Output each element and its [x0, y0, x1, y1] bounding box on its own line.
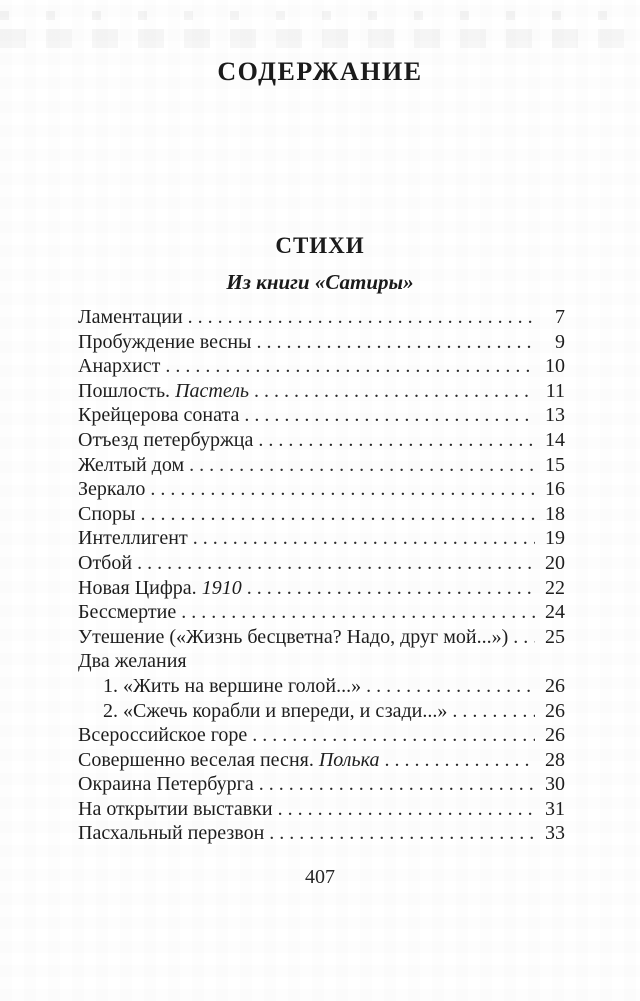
toc-entry-page: 22	[545, 576, 565, 599]
toc-dot-leader	[181, 600, 535, 625]
toc-entry-title	[78, 649, 187, 674]
scan-artifact-band-top	[0, 11, 640, 20]
toc-entry-page: 14	[545, 428, 565, 451]
toc-entry-title-text: Пошлость.	[78, 379, 176, 402]
toc-entry-page: 13	[545, 404, 565, 427]
toc-entry-page: 11	[545, 379, 565, 402]
toc-entry-title	[103, 674, 361, 699]
toc-list	[78, 305, 565, 846]
toc-entry	[78, 403, 565, 428]
toc-entry-title-text: Споры	[78, 502, 136, 525]
toc-entry-page: 15	[545, 453, 565, 476]
toc-entry-title	[78, 625, 508, 650]
toc-entry	[78, 748, 565, 773]
toc-dot-leader	[256, 330, 535, 355]
toc-entry-title	[78, 330, 251, 355]
toc-entry-title-text: Интеллигент	[78, 527, 188, 550]
toc-entry-page: 26	[545, 724, 565, 747]
toc-entry-page: 9	[555, 330, 565, 353]
toc-entry-title-text: Ламентации	[78, 306, 183, 328]
toc-entry-title	[78, 797, 273, 822]
toc-entry-title	[103, 699, 447, 724]
toc-entry-title-text: Бессмертие	[78, 601, 177, 624]
toc-entry-page: 18	[545, 502, 565, 525]
toc-dot-leader	[140, 502, 535, 527]
toc-entry-title	[78, 748, 379, 773]
toc-entry	[78, 797, 565, 822]
toc-dot-leader	[137, 551, 535, 576]
toc-entry-title	[78, 379, 249, 404]
toc-entry-title	[78, 403, 239, 428]
toc-entry-title	[78, 821, 264, 846]
toc-entry	[78, 674, 565, 699]
toc-entry-title-text: Желтый дом	[78, 453, 185, 476]
toc-entry-title-text: Окраина Петербурга	[78, 773, 254, 796]
toc-entry	[78, 354, 565, 379]
toc-dot-leader	[269, 821, 535, 846]
toc-dot-leader	[384, 748, 535, 773]
footer-page-number: 407	[305, 866, 335, 889]
toc-entry	[78, 526, 565, 551]
toc-entry-title-text: Два желания	[78, 650, 187, 673]
toc-entry-page: 16	[545, 478, 565, 501]
toc-dot-leader	[165, 354, 535, 379]
toc-entry-page: 31	[545, 797, 565, 820]
toc-entry-page: 10	[545, 355, 565, 378]
toc-dot-leader	[254, 379, 535, 404]
toc-entry-page: 26	[545, 699, 565, 722]
toc-entry-title-text: На открытии выставки	[78, 797, 273, 820]
toc-entry-title-italic: 1910	[201, 576, 242, 599]
toc-entry-title	[78, 772, 254, 797]
toc-entry-page: 25	[545, 625, 565, 648]
toc-dot-leader	[247, 576, 535, 601]
toc-entry	[78, 551, 565, 576]
toc-entry-title	[78, 305, 183, 330]
toc-entry-page: 28	[545, 748, 565, 771]
toc-entry-title-text: Крейцерова соната	[78, 404, 240, 427]
toc-entry	[78, 723, 565, 748]
toc-dot-leader	[513, 625, 535, 650]
toc-dot-leader	[258, 428, 535, 453]
toc-entry	[78, 699, 565, 724]
toc-dot-leader	[366, 674, 535, 699]
toc-entry-title	[78, 576, 242, 601]
toc-entry-page: 7	[555, 306, 565, 328]
toc-dot-leader	[193, 526, 535, 551]
toc-entry-title	[78, 502, 135, 527]
toc-entry-title	[78, 354, 160, 379]
toc-entry-title-text: 1. «Жить на вершине голой...»	[103, 674, 362, 697]
toc-entry-title-text: Всероссийское горе	[78, 724, 248, 747]
toc-dot-leader	[150, 477, 535, 502]
toc-entry	[78, 821, 565, 846]
toc-entry	[78, 625, 565, 650]
toc-dot-leader	[278, 797, 535, 822]
toc-entry	[78, 379, 565, 404]
toc-entry-title-text: 2. «Сжечь корабли и впереди, и сзади...»	[103, 699, 448, 722]
toc-entry-title-text: Пробуждение весны	[78, 330, 252, 353]
toc-entry	[78, 649, 565, 674]
page-title: СОДЕРЖАНИЕ	[217, 57, 423, 86]
scan-artifact-band-bottom	[0, 29, 640, 48]
toc-entry-title	[78, 428, 253, 453]
toc-entry	[78, 576, 565, 601]
toc-dot-leader	[452, 699, 535, 724]
toc-entry	[78, 305, 565, 330]
toc-entry	[78, 772, 565, 797]
toc-entry-title-italic: Полька	[318, 748, 380, 771]
toc-entry-title-italic: Пастель	[175, 379, 250, 402]
toc-entry-title-text: Отбой	[78, 551, 133, 574]
toc-entry-title	[78, 526, 188, 551]
toc-entry-page: 26	[545, 674, 565, 697]
toc-dot-leader	[259, 772, 535, 797]
toc-entry-title	[78, 477, 145, 502]
section-heading: СТИХИ	[275, 233, 365, 258]
toc-dot-leader	[244, 403, 535, 428]
toc-entry	[78, 453, 565, 478]
toc-entry-title	[78, 600, 176, 625]
toc-entry-title-text: Зеркало	[78, 478, 146, 501]
toc-entry-page: 24	[545, 601, 565, 624]
toc-entry	[78, 600, 565, 625]
toc-entry-page: 19	[545, 527, 565, 550]
toc-entry-title-text: Утешение («Жизнь бесцветна? Надо, друг мой...»)	[78, 625, 509, 648]
subsection-heading: Из книги «Сатиры»	[226, 270, 414, 294]
toc-entry	[78, 477, 565, 502]
toc-dot-leader	[188, 305, 535, 330]
toc-entry	[78, 330, 565, 355]
toc-entry-title-text: Совершенно веселая песня.	[78, 748, 319, 771]
toc-entry-page: 20	[545, 551, 565, 574]
toc-entry-title	[78, 453, 184, 478]
toc-entry-title-text: Анархист	[78, 355, 161, 378]
toc-dot-leader	[189, 453, 535, 478]
toc-entry-title	[78, 723, 247, 748]
toc-entry-title	[78, 551, 132, 576]
toc-dot-leader	[252, 723, 535, 748]
toc-entry-page: 33	[545, 822, 565, 845]
toc-entry-title-text: Пасхальный перезвон	[78, 822, 265, 845]
toc-entry	[78, 428, 565, 453]
toc-entry-title-text: Новая Цифра.	[78, 576, 202, 599]
toc-entry-page: 30	[545, 773, 565, 796]
toc-entry	[78, 502, 565, 527]
toc-entry-title-text: Отъезд петербуржца	[78, 428, 254, 451]
